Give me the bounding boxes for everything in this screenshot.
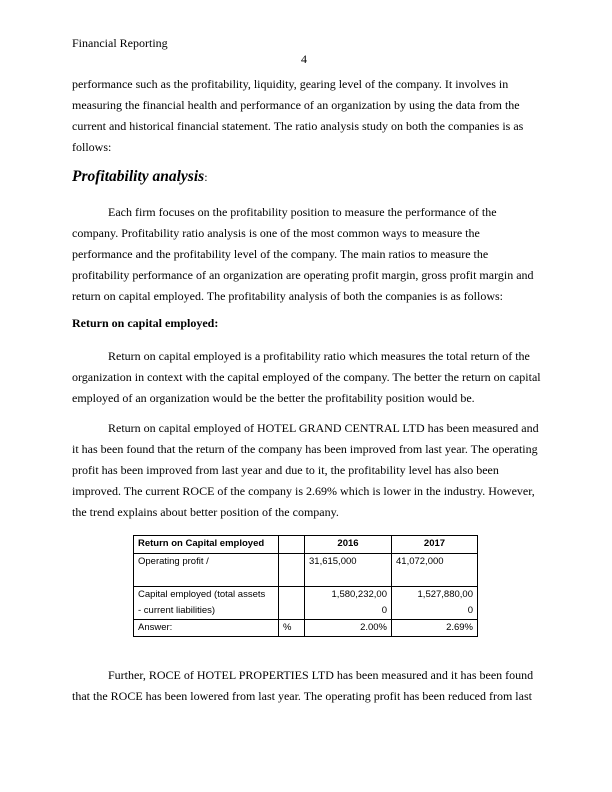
table-header-label: Return on Capital employed (134, 536, 279, 554)
table-header-unit (279, 536, 305, 554)
page-number: 4 (301, 52, 307, 66)
heading-return-on-capital: Return on capital employed: (72, 316, 219, 330)
paragraph-profitability: Each firm focuses on the profitability position to measure the performance of the company. Profitability ratio analysis is one of the most common ways to measure the performance and the profitability level of the company. The main ratios to measure the profitability performance of an organization are operating profit margin, gross profit margin and return on capital employed. The profitability analysis of both the companies is as follows: (72, 205, 534, 303)
capital-employed-2017 (392, 587, 478, 620)
table-row-answer (134, 620, 478, 637)
paragraph-roce-definition: Return on capital employed is a profitability ratio which measures the total return of the organization in context with the capital employed of the company. The better the return on capital employed of an organization would be the better the profitability position would be. (72, 349, 541, 405)
table-header-2017: 2017 (392, 536, 478, 554)
capital-employed-label-line2: - current liabilities) (138, 605, 216, 616)
operating-profit-2016: 31,615,000 (305, 554, 392, 587)
heading-profitability-text: Profitability analysis (72, 168, 205, 185)
capital-employed-label (134, 587, 279, 620)
operating-profit-unit (279, 554, 305, 587)
capital-employed-label-line1: Capital employed (total assets (138, 589, 266, 600)
table-row-operating-profit (134, 554, 478, 587)
running-header: Financial Reporting (72, 36, 168, 50)
operating-profit-2017: 41,072,000 (392, 554, 478, 587)
capital-employed-2016 (305, 587, 392, 620)
heading-profitability-analysis (72, 168, 208, 186)
operating-profit-label: Operating profit / (134, 554, 279, 587)
table-row-capital-employed (134, 587, 478, 620)
answer-label: Answer: (134, 620, 279, 637)
capital-employed-unit (279, 587, 305, 620)
answer-unit: % (279, 620, 305, 637)
paragraph-roce-grand-central: Return on capital employed of HOTEL GRAND CENTRAL LTD has been measured and it has been found that the return of the company has been improved from last year. The operating profit has been improved from last year and due to it, the profitability level has also been improved. The current ROCE of the company is 2.69% which is lower in the industry. However, the trend explains about better position of the company. (72, 421, 539, 519)
capital-employed-2016-line1: 1,580,232,00 (331, 589, 387, 600)
capital-employed-2017-line1: 1,527,880,00 (417, 589, 473, 600)
table-header-2016: 2016 (305, 536, 392, 554)
capital-employed-2017-line2: 0 (467, 605, 473, 616)
answer-2016: 2.00% (305, 620, 392, 637)
paragraph-roce-properties: Further, ROCE of HOTEL PROPERTIES LTD has been measured and it has been found that the ROCE has been lowered from last year. The operating profit has been reduced from last (72, 668, 534, 703)
paragraph-intro: performance such as the profitability, liquidity, gearing level of the company. It involves in measuring the financial health and performance of an organization by using the data from the current and historical financial statement. The ratio analysis study on both the companies is as follows: (72, 77, 524, 154)
capital-employed-2016-line2: 0 (381, 605, 387, 616)
answer-2017: 2.69% (392, 620, 478, 637)
table-row-header (134, 536, 478, 554)
heading-colon: : (204, 170, 208, 184)
roce-table (133, 535, 478, 637)
